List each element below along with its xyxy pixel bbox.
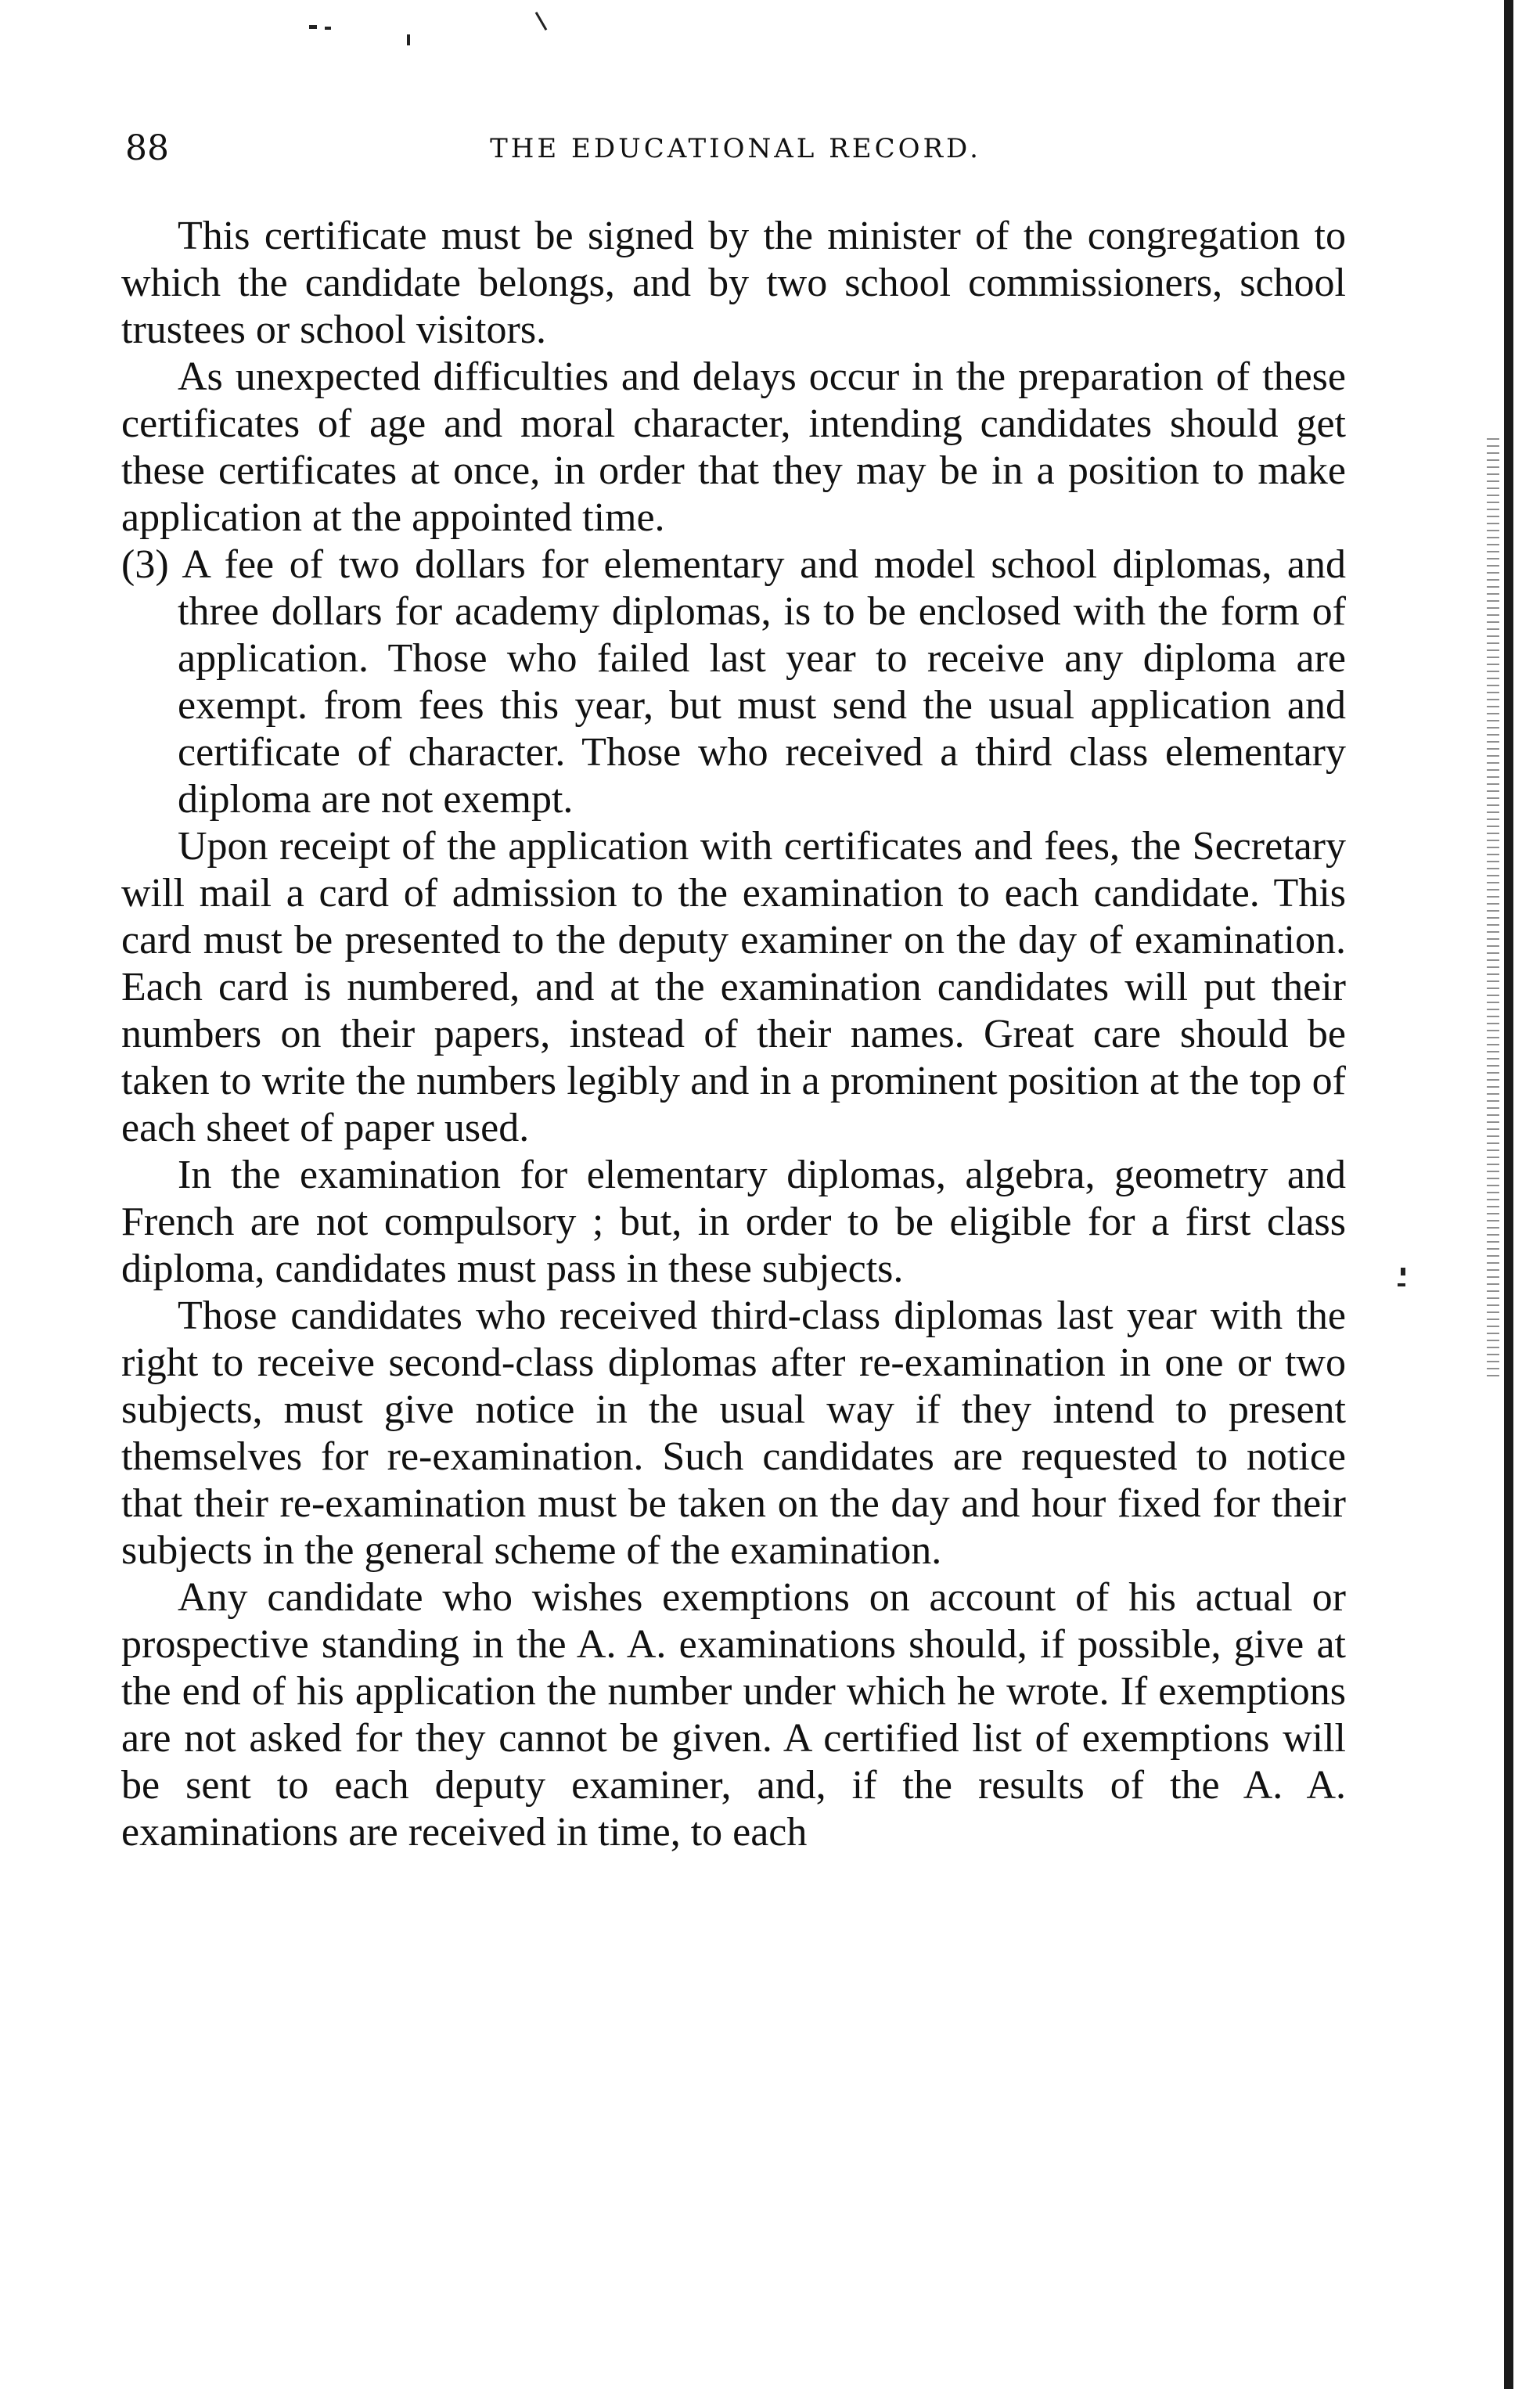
scan-speck — [1398, 1283, 1405, 1286]
scan-speck — [309, 25, 317, 29]
scan-speck — [1401, 1268, 1405, 1275]
page-edge-bar — [1504, 0, 1513, 2389]
body-text — [121, 213, 1346, 1856]
paragraph-certificate-signing: This certificate must be signed by the minister of the congregation to which the candidate belongs, and by two school commissioners, school trustees or school visitors. — [121, 214, 1346, 352]
page-edge-shadow — [1487, 438, 1499, 1377]
paragraph-card-of-admission: Upon receipt of the application with certificates and fees, the Secretary will mail a card of admission to the examination to each candidate. This card must be presented to the deputy examiner on the day of examination. Each card is numbered, and at the examination candidates will put their numbers on their papers, instead of their names. Great care should be taken to write the numbers legibly and in a prominent position at the top of each sheet of paper used. — [121, 824, 1346, 1150]
running-title: THE EDUCATIONAL RECORD. — [490, 133, 981, 164]
page-header — [125, 125, 1346, 172]
page-number: 88 — [125, 128, 169, 168]
scan-speck — [325, 27, 331, 30]
paragraph-delays: As unexpected difficulties and delays occur in the preparation of these certificates of age and moral character, intending candidates should get these certificates at once, in order that they may be in a position to make application at the appointed time. — [121, 354, 1346, 540]
paragraph-elementary-subjects: In the examination for elementary diplomas, algebra, geometry and French are not compulsory ; but, in order to be eligible for a first class diploma, candidates must pass in these subjects. — [121, 1153, 1346, 1291]
paragraph-fee: (3) A fee of two dollars for elementary and model school diplomas, and three dollars for academy diplomas, is to be enclosed with the form of application. Those who failed last year to receive any diploma are exempt. from fees this year, but must send the usual application and certificate of character. Those who received a third class elementary diploma are not exempt. — [121, 542, 1346, 822]
scan-speck — [535, 12, 548, 31]
paragraph-re-examination: Those candidates who received third-class diplomas last year with the right to receive second-class diplomas after re-examination in one or two subjects, must give notice in the usual way if they intend to present themselves for re-examination. Such candidates are requested to notice that their re-examination must be taken on the day and hour fixed for their subjects in the general scheme of the examination. — [121, 1293, 1346, 1573]
scan-speck — [407, 34, 410, 45]
paragraph-exemptions: Any candidate who wishes exemptions on account of his actual or prospective standing in the A. A. examinations should, if possible, give at the end of his application the number under which he wrote. If exemptions are not asked for they cannot be given. A certified list of exemptions will be sent to each deputy examiner, and, if the results of the A. A. examinations are received in time, to each — [121, 1575, 1346, 1855]
